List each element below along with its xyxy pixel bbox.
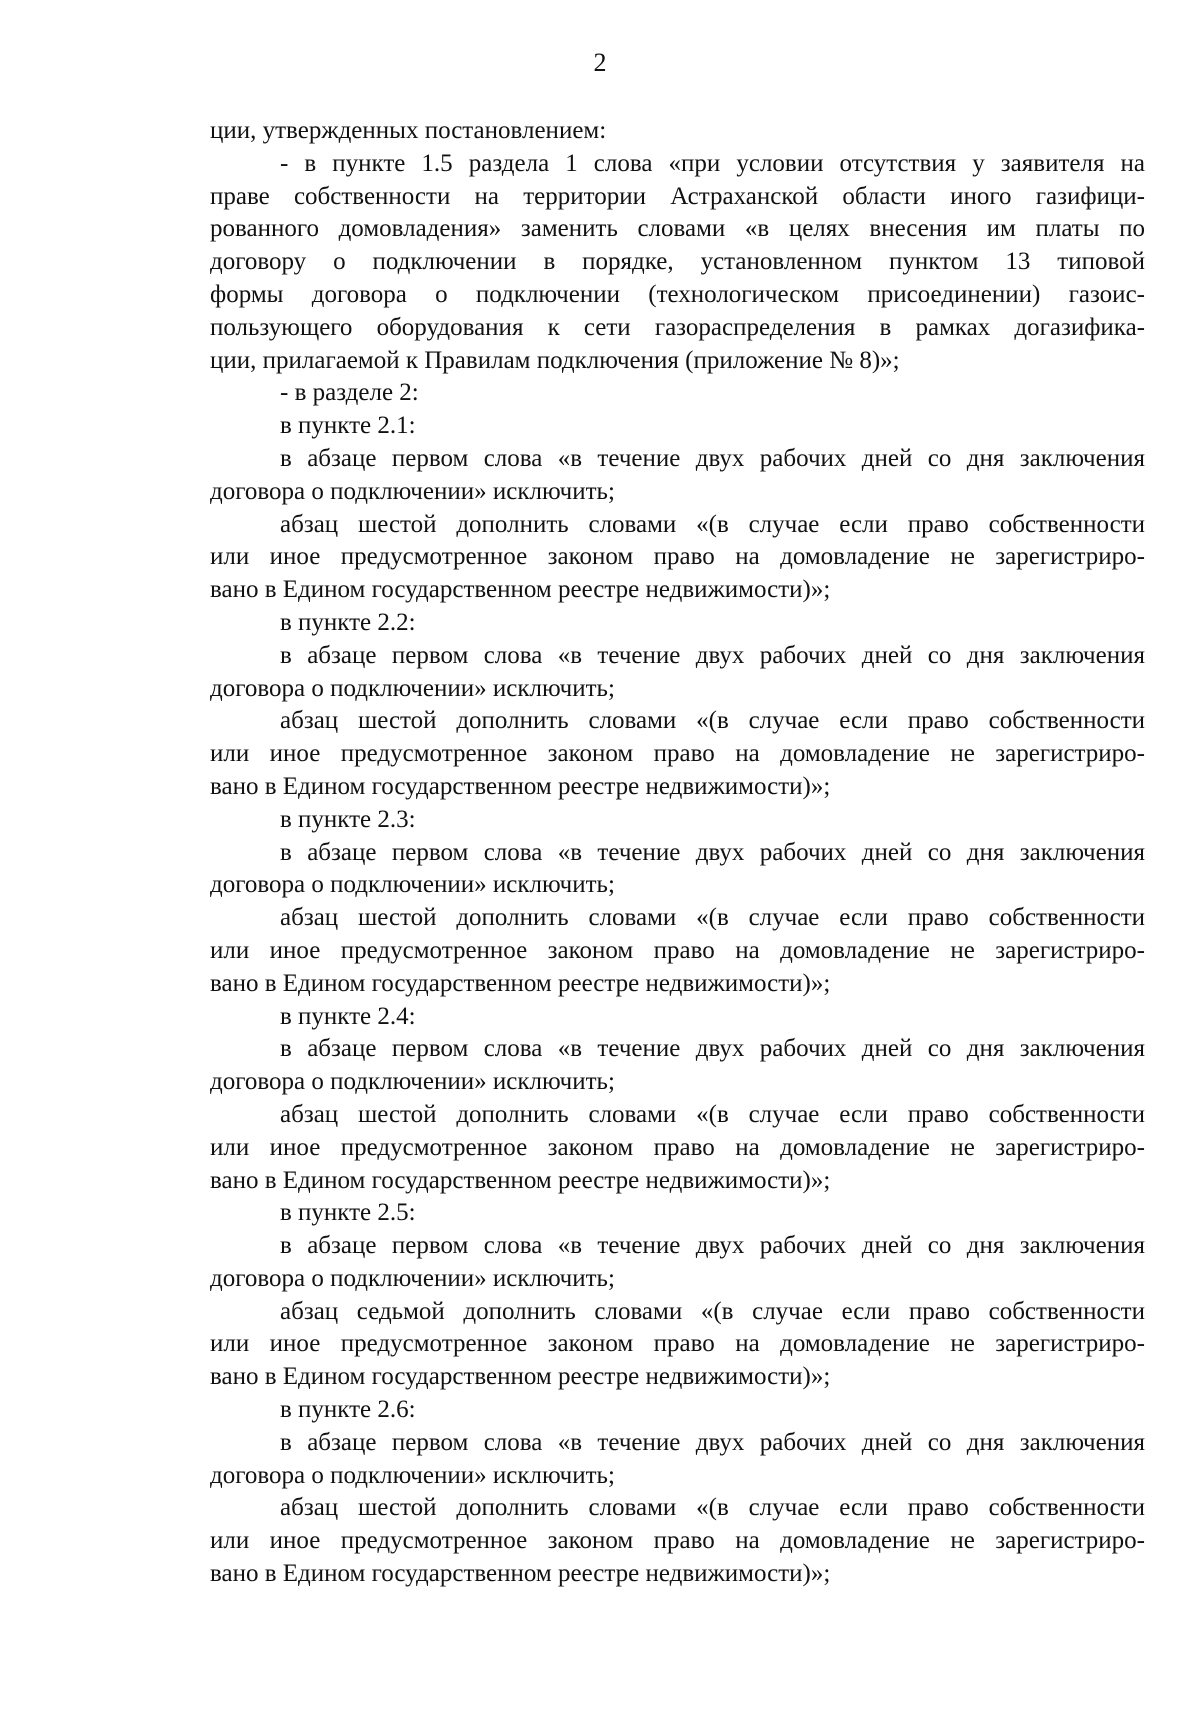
text-line: - в разделе 2: bbox=[280, 379, 419, 407]
text-line: договора о подключении» исключить; bbox=[210, 674, 615, 702]
text-line: абзац шестой дополнить словами «(в случае если право собственности bbox=[280, 510, 1145, 538]
text-line: ции, утвержденных постановлением: bbox=[210, 117, 607, 144]
text-line: пользующего оборудования к сети газораспределения в рамках догазифика- bbox=[210, 313, 1145, 341]
text-line: или иное предусмотренное законом право на домовладение не зарегистриро- bbox=[210, 1527, 1145, 1555]
text-line: или иное предусмотренное законом право на домовладение не зарегистриро- bbox=[210, 936, 1145, 964]
text-line: формы договора о подключении (технологическом присоединении) газоис- bbox=[210, 280, 1145, 308]
text-line: в абзаце первом слова «в течение двух рабочих дней со дня заключения bbox=[280, 838, 1145, 866]
text-line: договору о подключении в порядке, установленном пунктом 13 типовой bbox=[210, 248, 1145, 276]
text-line: в пункте 2.2: bbox=[280, 608, 416, 636]
text-line: договора о подключении» исключить; bbox=[210, 1461, 615, 1489]
document-body bbox=[210, 115, 1145, 1591]
text-line: договора о подключении» исключить; bbox=[210, 1264, 615, 1292]
text-line: в пункте 2.6: bbox=[280, 1396, 416, 1424]
text-line: ции, прилагаемой к Правилам подключения (приложение № 8)»; bbox=[210, 346, 900, 374]
text-line: вано в Едином государственном реестре недвижимости)»; bbox=[210, 1560, 831, 1588]
text-line: в абзаце первом слова «в течение двух рабочих дней со дня заключения bbox=[280, 444, 1145, 472]
text-line: абзац шестой дополнить словами «(в случае если право собственности bbox=[280, 707, 1145, 735]
text-line: - в пункте 1.5 раздела 1 слова «при условии отсутствия у заявителя на bbox=[280, 149, 1145, 177]
text-line: или иное предусмотренное законом право на домовладение не зарегистриро- bbox=[210, 740, 1145, 768]
text-line: абзац шестой дополнить словами «(в случае если право собственности bbox=[280, 1100, 1145, 1128]
text-line: договора о подключении» исключить; bbox=[210, 1068, 615, 1096]
text-line: в абзаце первом слова «в течение двух рабочих дней со дня заключения bbox=[280, 1035, 1145, 1063]
text-line: в пункте 2.3: bbox=[280, 805, 416, 833]
text-line: вано в Едином государственном реестре недвижимости)»; bbox=[210, 1363, 831, 1391]
text-line: в пункте 2.4: bbox=[280, 1002, 416, 1030]
text-line: в абзаце первом слова «в течение двух рабочих дней со дня заключения bbox=[280, 641, 1145, 669]
text-line: вано в Едином государственном реестре недвижимости)»; bbox=[210, 772, 831, 800]
text-line: или иное предусмотренное законом право на домовладение не зарегистриро- bbox=[210, 1330, 1145, 1358]
text-line: рованного домовладения» заменить словами «в целях внесения им платы по bbox=[210, 215, 1145, 243]
text-line: в пункте 2.5: bbox=[280, 1199, 416, 1227]
text-line: договора о подключении» исключить; bbox=[210, 477, 615, 505]
text-line: или иное предусмотренное законом право на домовладение не зарегистриро- bbox=[210, 543, 1145, 571]
text-line: праве собственности на территории Астраханской области иного газифици- bbox=[210, 182, 1145, 210]
text-line: вано в Едином государственном реестре недвижимости)»; bbox=[210, 1166, 831, 1194]
text-line: в пункте 2.1: bbox=[280, 412, 416, 440]
text-line: абзац шестой дополнить словами «(в случае если право собственности bbox=[280, 904, 1145, 932]
text-line: вано в Едином государственном реестре недвижимости)»; bbox=[210, 576, 831, 604]
text-line: договора о подключении» исключить; bbox=[210, 871, 615, 899]
text-line: абзац седьмой дополнить словами «(в случае если право собственности bbox=[280, 1297, 1145, 1325]
page-number: 2 bbox=[593, 48, 607, 77]
text-line: в абзаце первом слова «в течение двух рабочих дней со дня заключения bbox=[280, 1232, 1145, 1260]
text-line: в абзаце первом слова «в течение двух рабочих дней со дня заключения bbox=[280, 1428, 1145, 1456]
text-line: вано в Едином государственном реестре недвижимости)»; bbox=[210, 969, 831, 997]
text-line: или иное предусмотренное законом право на домовладение не зарегистриро- bbox=[210, 1133, 1145, 1161]
text-line: абзац шестой дополнить словами «(в случае если право собственности bbox=[280, 1494, 1145, 1522]
